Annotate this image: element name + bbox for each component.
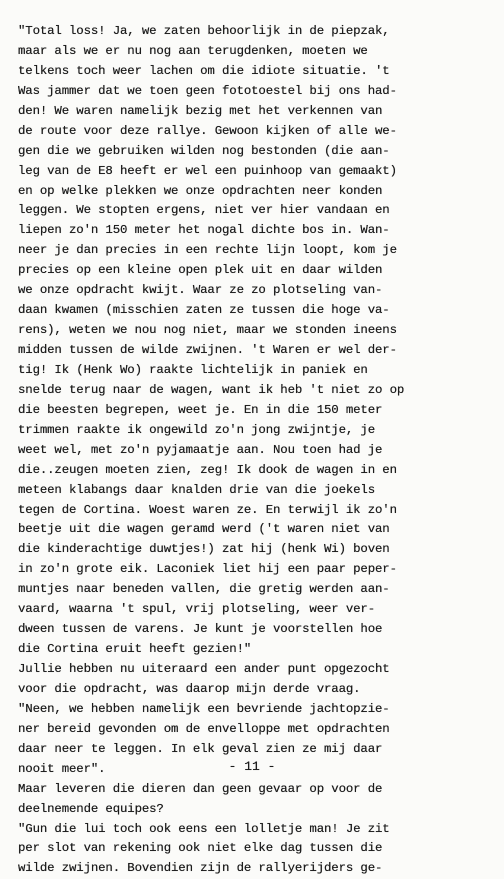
page-number: - 11 -	[228, 759, 276, 774]
text-line: ner bereid gevonden om de envelloppe met opdrachten	[18, 721, 390, 736]
text-line: Jullie hebben nu uiteraard een ander punt opgezocht	[18, 662, 390, 676]
text-line: die beesten begrepen, weet je. En in die 150 meter	[18, 402, 383, 417]
text-line: per slot van rekening ook niet elke dag tussen die	[18, 841, 383, 856]
body-text	[18, 22, 490, 879]
text-line: "Gun die lui toch ook eens een lolletje man! Je zit	[18, 821, 390, 836]
text-line: den! We waren namelijk bezig met het verkennen van	[18, 103, 383, 118]
text-line: die kinderachtige duwtjes!) zat hij (henk Wi) boven	[18, 542, 390, 557]
text-line: vaard, waarna 't spul, vrij plotseling, weer ver-	[18, 602, 375, 617]
text-line: gen die we gebruiken wilden nog bestonden (die aan-	[18, 143, 390, 158]
text-line: tegen de Cortina. Woest waren ze. En terwijl ik zo'n	[18, 502, 397, 517]
text-line: muntjes naar beneden vallen, die gretig werden aan-	[18, 582, 390, 597]
text-line: wilde zwijnen. Bovendien zijn de rallyerijders ge-	[18, 861, 383, 876]
text-line: in zo'n grote eik. Laconiek liet hij een paar peper-	[18, 562, 397, 577]
text-line: "Neen, we hebben namelijk een bevriende jachtopzie-	[18, 701, 390, 716]
text-line: voor die opdracht, was daarop mijn derde vraag.	[18, 681, 361, 696]
text-line: dween tussen de varens. Je kunt je voorstellen hoe	[18, 622, 383, 637]
text-line: liepen zo'n 150 meter het nogal dichte bos in. Wan-	[18, 223, 390, 238]
text-line: neer je dan precies in een rechte lijn loopt, kom je	[18, 243, 397, 258]
text-line: nooit meer".	[18, 761, 106, 776]
text-line: Maar leveren die dieren dan geen gevaar op voor de	[18, 781, 383, 796]
text-line: beetje uit die wagen geramd werd ('t waren niet van	[18, 522, 390, 537]
text-line: en op welke plekken we onze opdrachten neer konden	[18, 183, 383, 198]
text-line: "Total loss! Ja, we zaten behoorlijk in de piepzak,	[18, 24, 390, 38]
text-line: precies op een kleine open plek uit en daar wilden	[18, 263, 383, 278]
text-line: trimmen raakte ik ongewild zo'n jong zwijntje, je	[18, 422, 375, 437]
text-line: weet wel, met zo'n pyjamaatje aan. Nou toen had je	[18, 442, 383, 457]
text-line: telkens toch weer lachen om die idiote situatie. 't	[18, 63, 390, 78]
text-line: tig! Ik (Henk Wo) raakte lichtelijk in paniek en	[18, 362, 368, 377]
text-line: we onze opdracht kwijt. Waar ze zo plotseling van-	[18, 283, 383, 298]
text-line: rens), weten we nou nog niet, maar we stonden ineens	[18, 323, 397, 338]
text-line: maar als we er nu nog aan terugdenken, moeten we	[18, 43, 368, 58]
text-line: deelnemende equipes?	[18, 801, 164, 816]
text-line: die Cortina eruit heeft gezien!"	[18, 642, 252, 657]
text-line: de route voor deze rallye. Gewoon kijken of alle we-	[18, 123, 397, 138]
text-line: meteen klabangs daar knalden drie van die joekels	[18, 482, 375, 497]
text-line: snelde terug naar de wagen, want ik heb 't niet zo op	[18, 382, 405, 397]
text-line: Was jammer dat we toen geen fototoestel bij ons had-	[18, 83, 397, 98]
text-line: midden tussen de wilde zwijnen. 't Waren er wel der-	[18, 343, 397, 357]
text-line: die..zeugen moeten zien, zeg! Ik dook de wagen in en	[18, 462, 397, 477]
text-line: daar neer te leggen. In elk geval zien ze mij daar	[18, 741, 383, 756]
text-line: leg van de E8 heeft er wel een puinhoop van gemaakt)	[18, 163, 397, 178]
text-line: leggen. We stopten ergens, niet ver hier vandaan en	[18, 203, 390, 218]
text-line: daan kwamen (misschien zaten ze tussen die hoge va-	[18, 303, 390, 318]
